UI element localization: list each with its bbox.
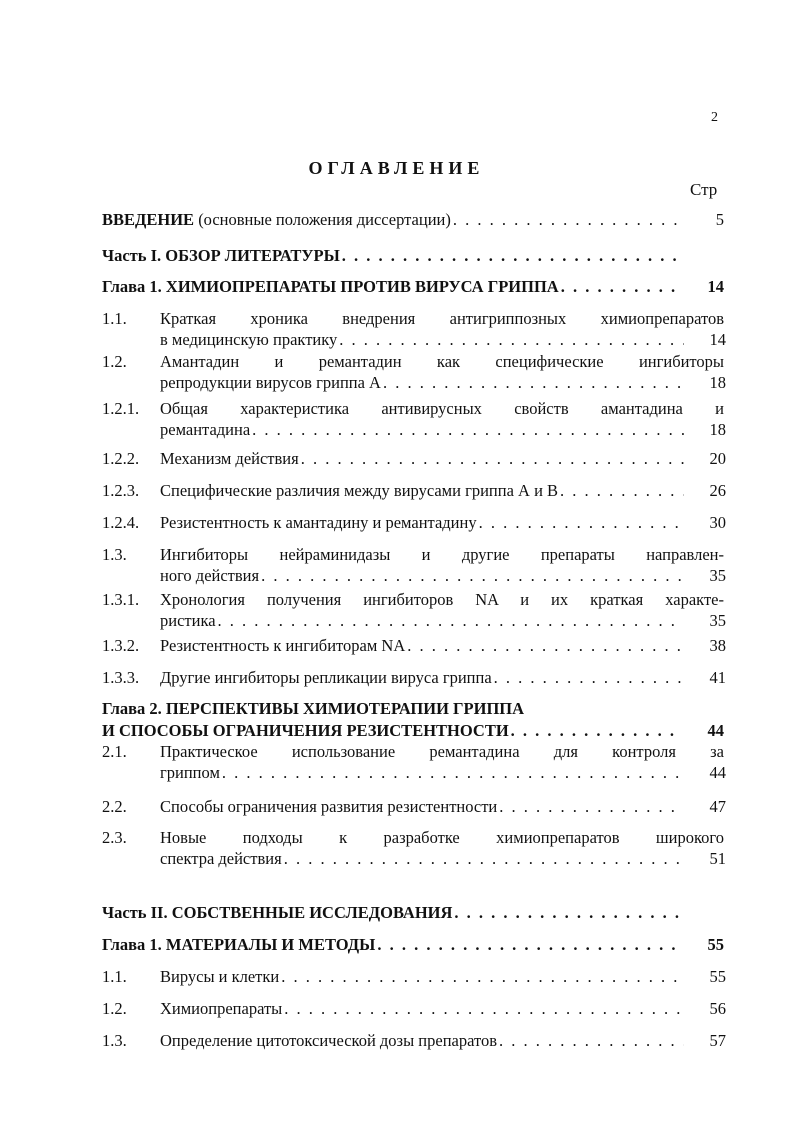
toc-section-1-2-1 — [102, 399, 724, 443]
page-ref: 30 — [709, 513, 726, 532]
section-title-line-1: Краткая хроника внедрения антигриппозных химиопрепаратов — [160, 309, 724, 328]
toc-section-1-1 — [102, 309, 724, 353]
leader-dots — [339, 330, 684, 350]
section-title: Способы ограничения развития резистентности — [160, 797, 498, 816]
section-number: 1.3.3. — [102, 668, 140, 687]
leader-dots — [499, 1031, 684, 1051]
section-title-line-1: Общая характеристика антивирусных свойств амантадина и — [160, 399, 724, 418]
page-ref: 18 — [709, 373, 726, 392]
section-number: 2.1. — [102, 742, 127, 761]
page-ref: 57 — [709, 1031, 726, 1050]
section-title-line-1: Амантадин и ремантадин как специфические ингибиторы — [160, 352, 724, 371]
toc-entry-intro — [102, 210, 724, 232]
leader-dots — [383, 373, 684, 393]
page-ref: 20 — [709, 449, 726, 468]
section-title-line-2: ристика — [160, 611, 216, 630]
page-ref: 41 — [709, 668, 726, 687]
section-number: 1.1. — [102, 967, 127, 986]
section-number: 1.2. — [102, 999, 127, 1018]
section-title-line-1: Хронология получения ингибиторов NA и их краткая характе- — [160, 590, 724, 609]
page-column-header: Стр — [690, 180, 718, 199]
page-ref: 51 — [709, 849, 726, 868]
part-title: Часть I. ОБЗОР ЛИТЕРАТУРЫ — [102, 246, 340, 265]
page-ref: 47 — [709, 797, 726, 816]
section-title-line-2: ремантадина — [160, 420, 251, 439]
toc-section-1-3 — [102, 545, 724, 589]
section-number: 2.3. — [102, 828, 127, 847]
section-number: 1.3.1. — [102, 590, 140, 609]
page-number: 2 — [711, 110, 718, 125]
section-title: Механизм действия — [160, 449, 299, 468]
section-title: Вирусы и клетки — [160, 967, 280, 986]
page-ref: 14 — [707, 277, 724, 296]
toc-section-2-2 — [102, 797, 724, 819]
section-title-line-2: репродукции вирусов гриппа А — [160, 373, 381, 392]
intro-bold-label: ВВЕДЕНИЕ — [102, 210, 195, 229]
toc-section-1-3-2 — [102, 636, 724, 658]
leader-dots — [252, 420, 684, 440]
leader-dots — [453, 210, 682, 230]
section-title-line-2: гриппом — [160, 763, 220, 782]
leader-dots — [222, 763, 684, 783]
section-number: 1.2.4. — [102, 513, 140, 532]
section-title: Резистентность к ингибиторам NA — [160, 636, 406, 655]
part-title: Часть II. СОБСТВЕННЫЕ ИССЛЕДОВАНИЯ — [102, 903, 453, 922]
leader-dots — [261, 566, 684, 586]
section-title-line-2: ного действия — [160, 566, 260, 585]
section-number: 1.1. — [102, 309, 127, 328]
chapter-2-title-line-1: Глава 2. ПЕРСПЕКТИВЫ ХИМИОТЕРАПИИ ГРИППА — [102, 699, 525, 718]
chapter-2-title-line-2: И СПОСОБЫ ОГРАНИЧЕНИЯ РЕЗИСТЕНТНОСТИ — [102, 721, 509, 740]
leader-dots — [407, 636, 684, 656]
toc-part-2-section-1-3 — [102, 1031, 724, 1053]
toc-chapter-1 — [102, 277, 724, 299]
leader-dots — [342, 246, 682, 266]
leader-dots — [281, 967, 684, 987]
leader-dots — [377, 935, 682, 955]
leader-dots — [301, 449, 684, 469]
section-title-line-1: Практическое использование ремантадина для контроля за — [160, 742, 724, 761]
section-title-line-1: Ингибиторы нейраминидазы и другие препараты направлен- — [160, 545, 724, 564]
page-ref: 18 — [709, 420, 726, 439]
section-title: Химиопрепараты — [160, 999, 283, 1018]
section-number: 1.2.3. — [102, 481, 140, 500]
page-ref: 5 — [715, 210, 724, 229]
leader-dots — [284, 999, 684, 1019]
toc-part-2-chapter-1 — [102, 935, 724, 957]
leader-dots — [494, 668, 684, 688]
toc-part-2-section-1-2 — [102, 999, 724, 1021]
leader-dots — [560, 481, 684, 501]
section-number: 1.2. — [102, 352, 127, 371]
page-ref: 26 — [709, 481, 726, 500]
toc-section-2-3 — [102, 828, 724, 872]
toc-part-2-section-1-1 — [102, 967, 724, 989]
section-number: 2.2. — [102, 797, 127, 816]
section-title: Специфические различия между вирусами гриппа А и В — [160, 481, 559, 500]
section-title-line-2: в медицинскую практику — [160, 330, 338, 349]
toc-section-1-2-4 — [102, 513, 724, 535]
section-title-line-1: Новые подходы к разработке химиопрепаратов широкого — [160, 828, 724, 847]
leader-dots — [284, 849, 684, 869]
section-title: Определение цитотоксической дозы препаратов — [160, 1031, 498, 1050]
chapter-title: Глава 1. МАТЕРИАЛЫ И МЕТОДЫ — [102, 935, 376, 954]
section-title: Резистентность к амантадину и ремантадину — [160, 513, 477, 532]
leader-dots — [454, 903, 682, 923]
page-title: ОГЛАВЛЕНИЕ — [308, 158, 485, 178]
page-ref: 14 — [709, 330, 726, 349]
section-number: 1.2.2. — [102, 449, 140, 468]
toc-section-2-1 — [102, 742, 724, 786]
intro-label: (основные положения диссертации) — [194, 210, 451, 229]
leader-dots — [218, 611, 684, 631]
section-title-line-2: спектра действия — [160, 849, 282, 868]
section-number: 1.2.1. — [102, 399, 140, 418]
toc-part-2 — [102, 903, 724, 925]
leader-dots — [561, 277, 682, 297]
page-ref: 35 — [709, 611, 726, 630]
page-ref: 44 — [707, 721, 724, 740]
toc-part-1 — [102, 246, 724, 268]
page-ref: 55 — [707, 935, 724, 954]
toc-section-1-2 — [102, 352, 724, 396]
section-number: 1.3. — [102, 545, 127, 564]
section-title: Другие ингибиторы репликации вируса гриппа — [160, 668, 492, 687]
section-number: 1.3. — [102, 1031, 127, 1050]
leader-dots — [479, 513, 684, 533]
leader-dots — [511, 721, 682, 741]
toc-section-1-3-1 — [102, 590, 724, 634]
page-ref: 55 — [709, 967, 726, 986]
leader-dots — [499, 797, 684, 817]
page-ref: 56 — [709, 999, 726, 1018]
page-ref: 35 — [709, 566, 726, 585]
page-ref: 44 — [709, 763, 726, 782]
toc-section-1-3-3 — [102, 668, 724, 690]
chapter-title: Глава 1. ХИМИОПРЕПАРАТЫ ПРОТИВ ВИРУСА ГРИППА — [102, 277, 559, 296]
toc-section-1-2-2 — [102, 449, 724, 471]
section-number: 1.3.2. — [102, 636, 140, 655]
toc-section-1-2-3 — [102, 481, 724, 503]
page-ref: 38 — [709, 636, 726, 655]
toc-chapter-2 — [102, 721, 724, 743]
